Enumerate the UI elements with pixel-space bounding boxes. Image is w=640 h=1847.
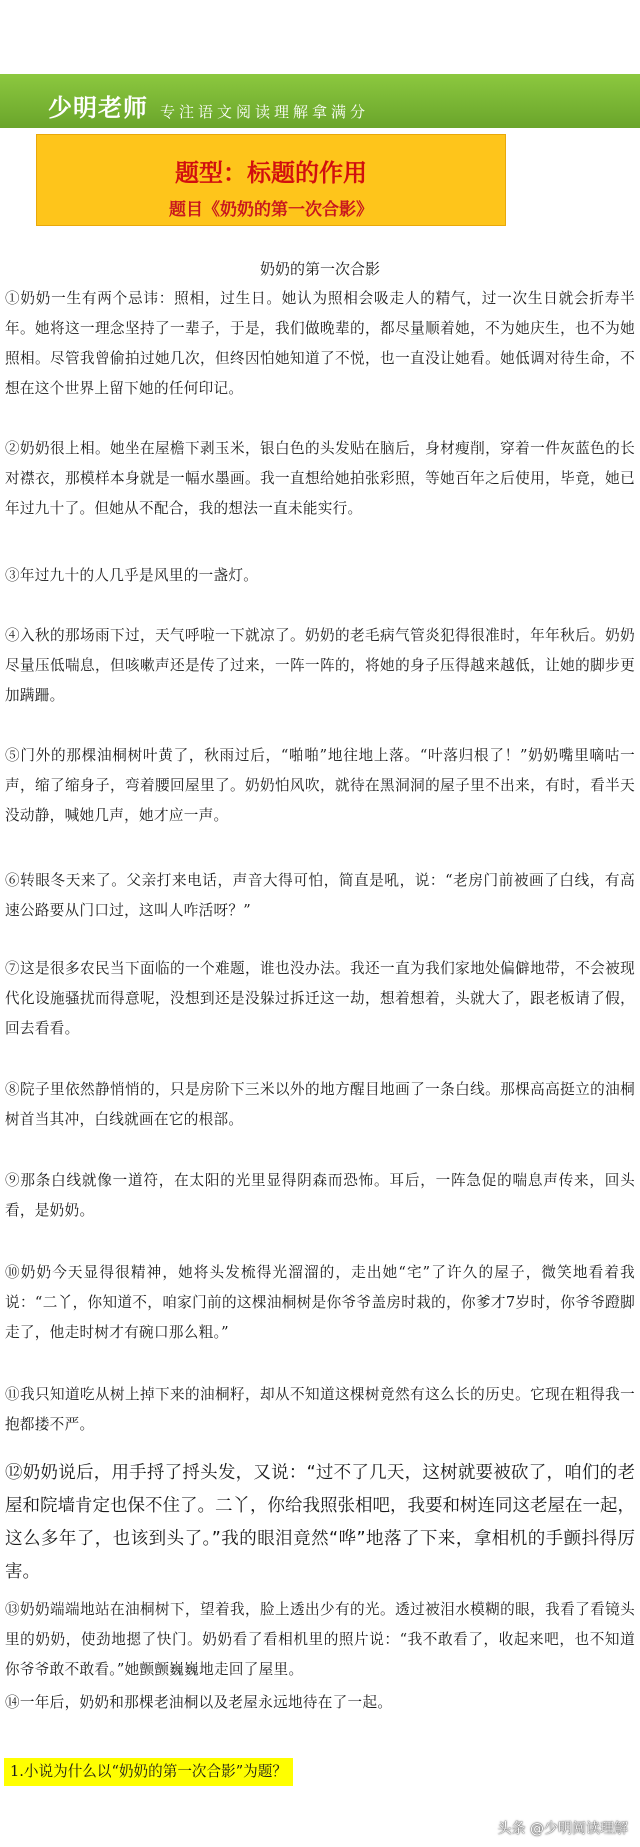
paragraph-13: ⑬奶奶端端地站在油桐树下，望着我，脸上透出少有的光。透过被泪水模糊的眼，我看了看镜头里的奶奶，使劲地摁了快门。奶奶看了看相机里的照片说：“我不敢看了，收起来吧，也不知道你爷爷敢不敢看。”她颤颤巍巍地走回了屋里。 bbox=[5, 1601, 635, 1678]
brand-slogan: 专注语文阅读理解拿满分 bbox=[160, 103, 370, 121]
paragraph-14: ⑭一年后，奶奶和那棵老油桐以及老屋永远地待在了一起。 bbox=[5, 1694, 393, 1711]
question-1: 1.小说为什么以“奶奶的第一次合影”为题？ bbox=[4, 1758, 293, 1786]
article-title: 奶奶的第一次合影 bbox=[259, 260, 380, 278]
paragraph-6: ⑥转眼冬天来了。父亲打来电话，声音大得可怕，简直是吼，说：“老房门前被画了白线，有高速公路要从门口过，这叫人咋活呀？” bbox=[5, 872, 635, 919]
paragraph-7: ⑦这是很多农民当下面临的一个难题，谁也没办法。我还一直为我们家地处偏僻地带，不会被现代化设施骚扰而得意呢，没想到还是没躲过拆迁这一劫，想着想着，头就大了，跟老板请了假，回去看看。 bbox=[5, 960, 635, 1037]
source-watermark: 头条 @少明阅读理解 bbox=[497, 1821, 628, 1837]
question-type-box bbox=[36, 134, 506, 226]
paragraph-2: ②奶奶很上相。她坐在屋檐下剥玉米，银白色的头发贴在脑后，身材瘦削，穿着一件灰蓝色的长对襟衣，那模样本身就是一幅水墨画。我一直想给她拍张彩照，等她百年之后使用，毕竟，她已年过九十了。但她从不配合，我的想法一直未能实行。 bbox=[5, 440, 635, 517]
paragraph-8: ⑧院子里依然静悄悄的，只是房阶下三米以外的地方醒目地画了一条白线。那棵高高挺立的油桐树首当其冲，白线就画在它的根部。 bbox=[5, 1081, 635, 1128]
paragraph-9: ⑨那条白线就像一道符，在太阳的光里显得阴森而恐怖。耳后，一阵急促的喘息声传来，回头看，是奶奶。 bbox=[5, 1172, 635, 1219]
header-banner bbox=[0, 74, 640, 128]
paragraph-3: ③年过九十的人几乎是风里的一盏灯。 bbox=[5, 567, 259, 584]
paragraph-11: ⑪我只知道吃从树上掉下来的油桐籽，却从不知道这棵树竟然有这么长的历史。它现在粗得我一抱都搂不严。 bbox=[5, 1386, 635, 1433]
paragraph-12: ⑫奶奶说后，用手捋了捋头发，又说：“过不了几天，这树就要被砍了，咱们的老屋和院墙肯定也保不住了。二丫，你给我照张相吧，我要和树连同这老屋在一起，这么多年了，也该到头了。”我的眼泪竟然“哗”地落了下来，拿相机的手颤抖得厉害。 bbox=[5, 1463, 635, 1582]
paragraph-4: ④入秋的那场雨下过，天气呼啦一下就凉了。奶奶的老毛病气管炎犯得很准时，年年秋后。奶奶尽量压低喘息，但咳嗽声还是传了过来，一阵一阵的，将她的身子压得越来越低，让她的脚步更加蹒跚。 bbox=[5, 627, 635, 704]
paragraph-1: ①奶奶一生有两个忌讳：照相，过生日。她认为照相会吸走人的精气，过一次生日就会折寿半年。她将这一理念坚持了一辈子，于是，我们做晚辈的，都尽量顺着她，不为她庆生，也不为她照相。尽管我曾偷拍过她几次，但终因怕她知道了不悦，也一直没让她看。她低调对待生命，不想在这个世界上留下她的任何印记。 bbox=[5, 290, 635, 397]
paragraph-5: ⑤门外的那棵油桐树叶黄了，秋雨过后，“啪啪”地往地上落。“叶落归根了！”奶奶嘴里嘀咕一声，缩了缩身子，弯着腰回屋里了。奶奶怕风吹，就待在黑洞洞的屋子里不出来，有时，看半天没动静，喊她几声，她才应一声。 bbox=[5, 747, 635, 824]
brand-name: 少明老师 bbox=[48, 94, 148, 122]
question-type-subtitle: 题目《奶奶的第一次合影》 bbox=[169, 200, 373, 220]
paragraph-10: ⑩奶奶今天显得很精神，她将头发梳得光溜溜的，走出她“宅”了许久的屋子，微笑地看着我说：“二丫，你知道不，咱家门前的这棵油桐树是你爷爷盖房时栽的，你爹才7岁时，你爷爷蹬脚走了，他走时树才有碗口那么粗。” bbox=[5, 1264, 635, 1341]
question-type-title: 题型：标题的作用 bbox=[175, 159, 367, 187]
